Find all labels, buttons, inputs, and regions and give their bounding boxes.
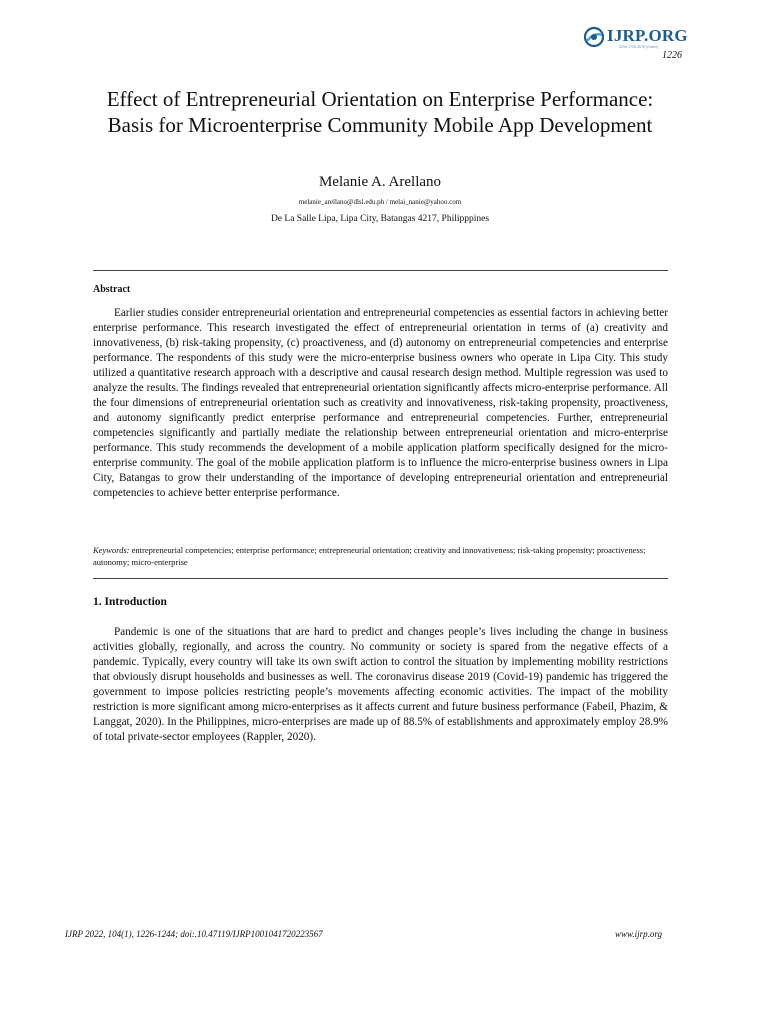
keywords-label: Keywords: <box>93 545 130 555</box>
author-email: melanie_arellano@dlsl.edu.ph / melai_nanie@yahoo.com <box>298 198 462 206</box>
logo-tagline: ISSN 2708-3578 (Online) <box>619 45 659 49</box>
abstract-body: Earlier studies consider entrepreneurial orientation and entrepreneurial competencies as essential factors in achieving better enterprise performance. This research investigated the effect of entrepreneurial orientation in terms of (a) creativity and innovativeness, (b) risk-taking propensity, (c) proactiveness, and (d) autonomy on entrepreneurial competencies and enterprise performance. The respondents of this study were the micro-enterprise business owners who operate in Lipa City. This study utilized a quantitative research approach with a descriptive and causal research design method. Multiple regression was used to analyze the results. The findings revealed that entrepreneurial orientation significantly affects micro-enterprise performance. All the four dimensions of entrepreneurial orientation such as creativity and innovativeness, risk-taking propensity, proactiveness, and autonomy significantly predict enterprise performance and entrepreneurial competencies. Further, entrepreneurial competencies significantly and partially mediate the relationship between entrepreneurial orientation and micro-enterprise performance. This study recommends the development of a mobile application platform specifically designed for the micro-enterprise community. The goal of the mobile application platform is to influence the micro-enterprise business owners in Lipa City, Batangas to grow their understanding of the importance of developing entrepreneurial orientation and entrepreneurial competencies to achieve better enterprise performance. <box>93 307 668 499</box>
footer-website[interactable]: www.ijrp.org <box>614 929 662 939</box>
page-number: 1226 <box>662 50 682 61</box>
logo-text: IJRP.ORG <box>607 26 688 45</box>
top-divider <box>93 270 668 271</box>
author-affiliation: De La Salle Lipa, Lipa City, Batangas 4217, Philipppines <box>270 214 490 224</box>
paper-title: Effect of Entrepreneurial Orientation on Enterprise Performance: Basis for Microenterprise Community Mobile App Development <box>106 87 654 137</box>
keywords-text: entrepreneurial competencies; enterprise performance; entrepreneurial orientation; creativity and innovativeness; risk-taking propensity; proactiveness; autonomy; micro-enterprise <box>93 545 646 567</box>
bottom-divider <box>93 578 668 579</box>
keywords <box>93 544 668 568</box>
introduction-heading: 1. Introduction <box>93 596 167 608</box>
abstract-heading: Abstract <box>93 284 131 295</box>
footer-citation: IJRP 2022, 104(1), 1226-1244; doi:.10.47119/IJRP1001041720223567 <box>65 929 323 939</box>
author-name: Melanie A. Arellano <box>318 174 442 190</box>
globe-icon <box>583 26 605 48</box>
introduction-body: Pandemic is one of the situations that are hard to predict and changes people’s lives including the change in business activities globally, regionally, and across the country. No community or society is spared from the negative effects of a pandemic. Typically, every country will take its own swift action to control the situation by implementing mobility restrictions that obviously disrupt households and businesses as well. The coronavirus disease 2019 (Covid-19) pandemic has triggered the government to impose policies restricting people’s movements affecting economic activities. The impact of the mobility restriction is more significant among micro-enterprises as it affects current and future business performance (Fabeil, Phazim, & Langgat, 2020). In the Philippines, micro-enterprises are made up of 88.5% of establishments and approximately employ 28.9% of total private-sector employees (Rappler, 2020). <box>93 626 668 743</box>
